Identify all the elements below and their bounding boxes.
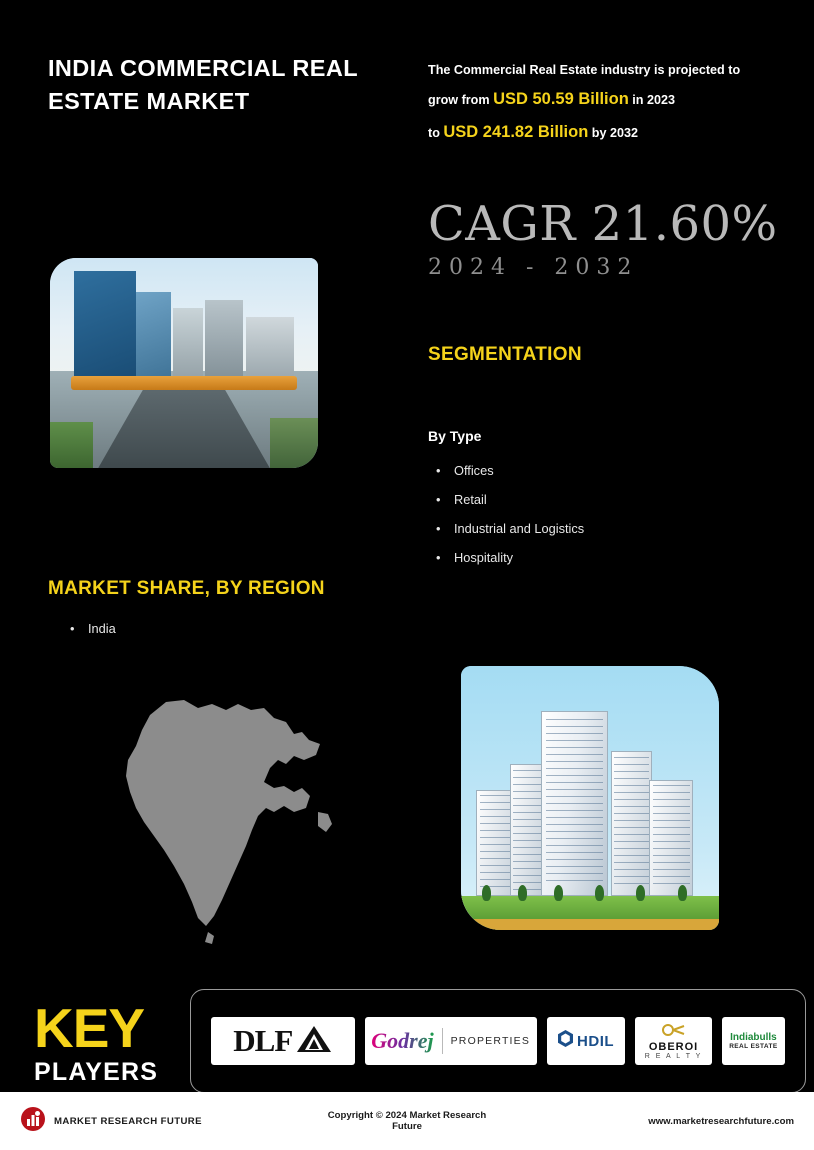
illustration-main-tower [541,711,608,896]
market-share-heading: MARKET SHARE, BY REGION [48,578,325,599]
illustration-footpath [461,919,719,930]
photo-greenery [270,418,318,468]
footer [0,1092,814,1150]
divider [442,1028,443,1054]
oberoi-logo-suffix: R E A L T Y [644,1052,703,1060]
photo-building [136,292,171,389]
hdil-logo [547,1017,625,1065]
india-map-icon [88,660,338,950]
summary-line-3-post: by 2032 [591,126,638,141]
dlf-logo-text: DLF [233,1023,293,1058]
godrej-logo-text: Godrej [371,1028,434,1053]
hdil-logo-text: HDIL [577,1032,615,1050]
list-item: • Retail [432,485,584,514]
photo-building [205,300,243,388]
illustration-tree [482,885,491,901]
illustration-tree [636,885,645,901]
segmentation-type-list [432,456,584,572]
summary-line-2-pre: grow from [428,93,490,108]
cagr-value: CAGR 21.60% [428,196,778,252]
photo-building [74,271,136,389]
value-2023: USD 50.59 Billion [493,90,629,109]
illustration-tree [678,885,687,901]
dlf-triangle-icon [296,1025,332,1058]
page-title: INDIA COMMERCIAL REAL ESTATE MARKET [48,55,358,115]
logo-row [191,990,805,1092]
cagr-period: 2024 - 2032 [428,255,639,280]
footer-brand-text: MARKET RESEARCH FUTURE [54,1115,202,1127]
godrej-logo [365,1017,537,1065]
list-item: • India [66,618,116,640]
oberoi-logo-text: OBEROI [648,1040,699,1053]
illustration-tree [554,885,563,901]
office-buildings-illustration [461,666,719,930]
list-item: • Hospitality [432,543,584,572]
indiabulls-logo [722,1017,785,1065]
hdil-hex-icon [558,1030,573,1052]
photo-greenery [50,422,93,468]
illustration-tower [611,751,652,896]
value-2032: USD 241.82 Billion [443,123,589,142]
summary-line-3-pre: to [428,126,440,141]
dlf-logo [211,1017,355,1065]
footer-brand [20,1106,320,1137]
oberoi-realty-logo [635,1017,712,1065]
key-players-players-label: PLAYERS [34,1058,159,1086]
segmentation-heading: SEGMENTATION [428,344,582,365]
footer-url[interactable]: www.marketresearchfuture.com [648,1115,794,1127]
illustration-tower [649,780,693,896]
key-players-box [190,989,806,1093]
indiabulls-logo-suffix: REAL ESTATE [729,1043,778,1050]
summary-line-1: The Commercial Real Estate industry is projected to [428,63,741,77]
summary-line-2-post: in 2023 [632,93,676,108]
city-skyline-photo [50,258,318,468]
footer-copyright: Copyright © 2024 Market Research Future [327,1110,487,1132]
photo-bridge [71,376,296,391]
oberoi-emblem-icon [645,1023,703,1041]
segmentation-by-type-label: By Type [428,428,482,444]
illustration-tree [595,885,604,901]
list-item: • Offices [432,456,584,485]
illustration-tower [510,764,544,896]
market-summary-text [428,58,780,149]
illustration-tree [518,885,527,901]
list-item: • Industrial and Logistics [432,514,584,543]
market-share-region-list [66,618,116,640]
godrej-logo-suffix: PROPERTIES [450,1035,531,1047]
key-players-key-label: KEY [34,997,145,1059]
indiabulls-logo-text: Indiabulls [730,1032,777,1043]
mrf-logo-icon [20,1106,46,1137]
